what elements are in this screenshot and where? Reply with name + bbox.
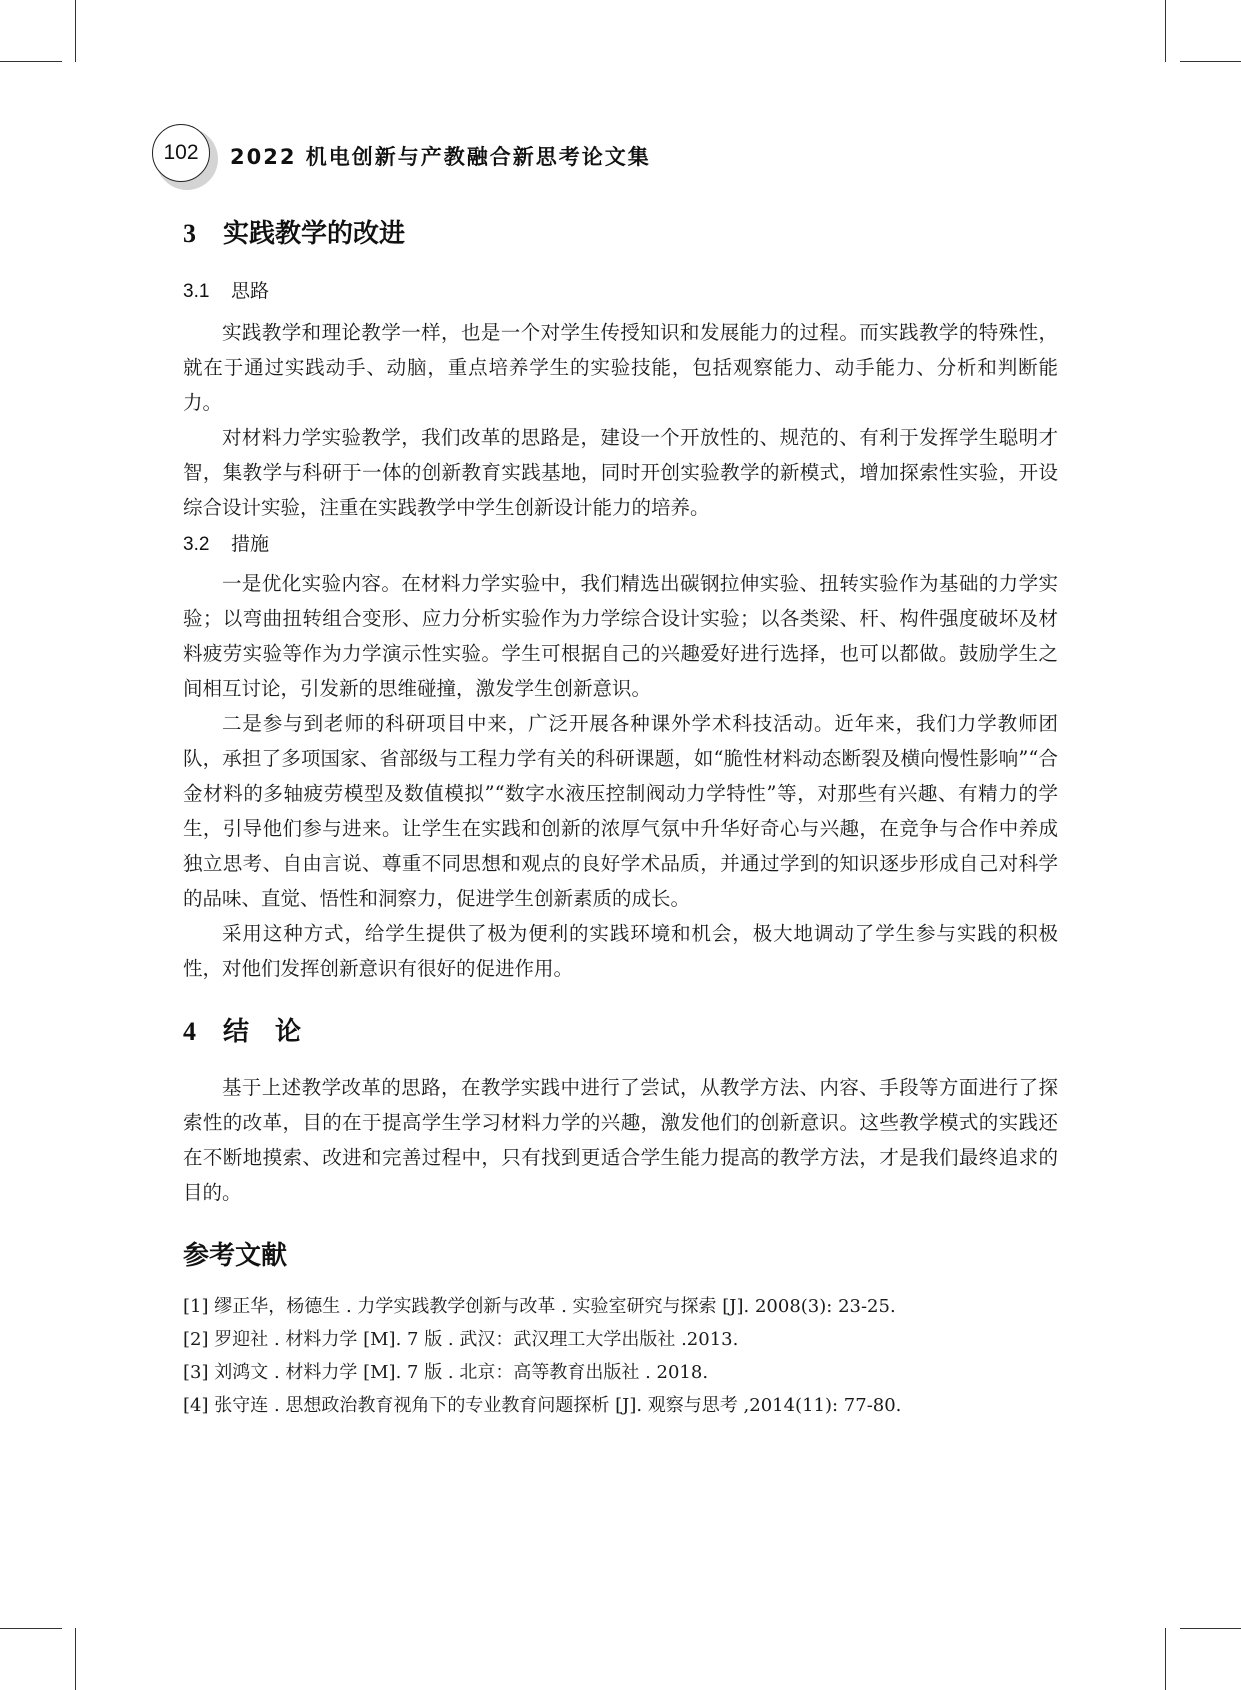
subsection-title: 思路 xyxy=(231,280,270,302)
paragraph: 采用这种方式，给学生提供了极为便利的实践环境和机会，极大地调动了学生参与实践的积极性，对他们发挥创新意识有很好的促进作用。 xyxy=(183,922,1058,980)
reference-item: [1] 缪正华，杨德生 . 力学实践教学创新与改革 . 实验室研究与探索 [J]. 2008(3): 23-25. xyxy=(183,1296,896,1317)
references-heading: 参考文献 xyxy=(183,1241,288,1271)
section-3-heading xyxy=(183,214,1058,254)
paragraph: 对材料力学实验教学，我们改革的思路是，建设一个开放性的、规范的、有利于发挥学生聪明才智，集教学与科研于一体的创新教育实践基地，同时开创实验教学的新模式，增加探索性实验，开设综合设计实验，注重在实践教学中学生创新设计能力的培养。 xyxy=(183,426,1058,519)
reference-item: [4] 张守连 . 思想政治教育视角下的专业教育问题探析 [J]. 观察与思考 ,2014(11): 77-80. xyxy=(183,1395,902,1416)
subsection-title: 措施 xyxy=(231,533,270,555)
reference-item: [2] 罗迎社 . 材料力学 [M]. 7 版 . 武汉：武汉理工大学出版社 .2013. xyxy=(183,1329,739,1350)
subsection-number: 3.1 xyxy=(183,281,210,302)
section-number: 4 xyxy=(183,1017,196,1046)
crop-mark-top-left-v xyxy=(75,0,76,62)
subsection-3-1-heading xyxy=(183,276,1058,307)
reference-list xyxy=(183,1290,1058,1422)
reference-item: [3] 刘鸿文 . 材料力学 [M]. 7 版 . 北京：高等教育出版社 . 2018. xyxy=(183,1362,709,1383)
running-title: 2022 机电创新与产教融合新思考论文集 xyxy=(230,145,651,169)
section-title: 实践教学的改进 xyxy=(223,219,406,249)
section-number: 3 xyxy=(183,219,196,248)
crop-mark-top-right-h xyxy=(1180,61,1241,62)
section-4-heading xyxy=(183,1012,1058,1052)
page-body xyxy=(183,214,1058,1422)
section-title: 结 论 xyxy=(223,1017,302,1047)
paragraph: 二是参与到老师的科研项目中来，广泛开展各种课外学术科技活动。近年来，我们力学教师团队，承担了多项国家、省部级与工程力学有关的科研课题，如“脆性材料动态断裂及横向慢性影响”“合金材料的多轴疲劳模型及数值模拟”“数字水液压控制阀动力学特性”等，对那些有兴趣、有精力的学生，引导他们参与进来。让学生在实践和创新的浓厚气氛中升华好奇心与兴趣，在竞争与合作中养成独立思考、自由言说、尊重不同思想和观点的良好学术品质，并通过学到的知识逐步形成自己对科学的品味、直觉、悟性和洞察力，促进学生创新素质的成长。 xyxy=(183,712,1058,910)
page-number-badge: 102 xyxy=(152,124,210,182)
crop-mark-bottom-left-h xyxy=(0,1628,62,1629)
subsection-3-2-heading xyxy=(183,529,1058,560)
crop-mark-bottom-left-v xyxy=(75,1628,76,1690)
paragraph: 一是优化实验内容。在材料力学实验中，我们精选出碳钢拉伸实验、扭转实验作为基础的力学实验；以弯曲扭转组合变形、应力分析实验作为力学综合设计实验；以各类梁、杆、构件强度破坏及材料疲劳实验等作为力学演示性实验。学生可根据自己的兴趣爱好进行选择，也可以都做。鼓励学生之间相互讨论，引发新的思维碰撞，激发学生创新意识。 xyxy=(183,572,1058,700)
subsection-number: 3.2 xyxy=(183,534,210,555)
crop-mark-bottom-right-h xyxy=(1180,1628,1241,1629)
crop-mark-bottom-right-v xyxy=(1165,1628,1166,1690)
paragraph: 实践教学和理论教学一样，也是一个对学生传授知识和发展能力的过程。而实践教学的特殊性，就在于通过实践动手、动脑，重点培养学生的实验技能，包括观察能力、动手能力、分析和判断能力。 xyxy=(183,321,1058,414)
crop-mark-top-left-h xyxy=(0,61,62,62)
paragraph: 基于上述教学改革的思路，在教学实践中进行了尝试，从教学方法、内容、手段等方面进行了探索性的改革，目的在于提高学生学习材料力学的兴趣，激发他们的创新意识。这些教学模式的实践还在不断地摸索、改进和完善过程中，只有找到更适合学生能力提高的教学方法，才是我们最终追求的目的。 xyxy=(183,1076,1058,1204)
crop-mark-top-right-v xyxy=(1165,0,1166,62)
